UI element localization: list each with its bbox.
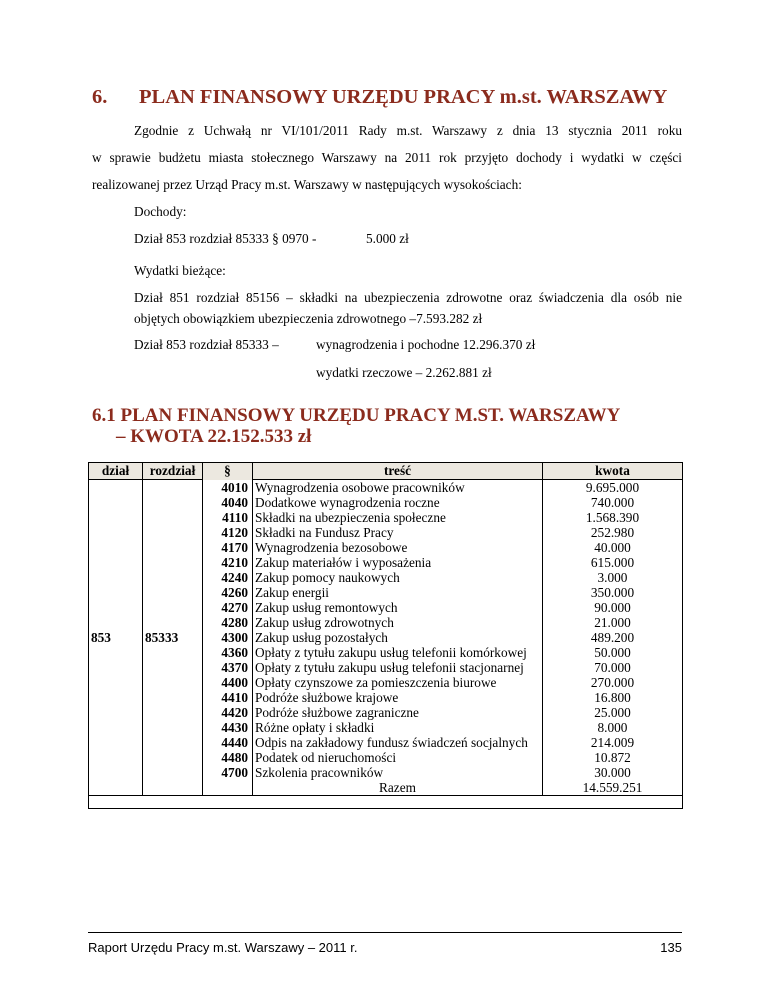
expenses-line-3-value: wynagrodzenia i pochodne 12.296.370 zł bbox=[316, 337, 536, 352]
cell-paragraf: 4410 bbox=[221, 690, 248, 705]
cell-paragraf: 4440 bbox=[221, 735, 248, 750]
cell-kwota: 10.872 bbox=[543, 750, 683, 765]
cell-tresc: Zakup energii bbox=[253, 585, 543, 600]
cell-kwota: 214.009 bbox=[543, 735, 683, 750]
section-title-line-1: 6.1 PLAN FINANSOWY URZĘDU PRACY M.ST. WARSZAWY bbox=[92, 405, 621, 426]
header-rozdzial: rozdział bbox=[143, 463, 203, 480]
cell-tresc: Odpis na zakładowy fundusz świadczeń socjalnych bbox=[253, 735, 543, 750]
cell-tresc: Różne opłaty i składki bbox=[253, 720, 543, 735]
intro-line-3: realizowanej przez Urząd Pracy m.st. Warszawy w następujących wysokościach: bbox=[92, 177, 522, 192]
cell-tresc: Szkolenia pracowników bbox=[253, 765, 543, 780]
footer-rule bbox=[88, 932, 682, 933]
cell-kwota: 740.000 bbox=[543, 495, 683, 510]
income-label: Dochody: bbox=[134, 204, 187, 219]
cell-tresc: Opłaty z tytułu zakupu usług telefonii stacjonarnej bbox=[253, 660, 543, 675]
cell-dzial: 853 bbox=[89, 480, 143, 796]
cell-kwota: 615.000 bbox=[543, 555, 683, 570]
cell-tresc: Podatek od nieruchomości bbox=[253, 750, 543, 765]
footer-text: Raport Urzędu Pracy m.st. Warszawy – 2011 r. bbox=[88, 940, 358, 955]
cell-kwota: 252.980 bbox=[543, 525, 683, 540]
cell-rozdzial: 85333 bbox=[143, 480, 203, 796]
header-dzial: dział bbox=[89, 463, 143, 480]
cell-kwota: 3.000 bbox=[543, 570, 683, 585]
cell-tresc: Zakup pomocy naukowych bbox=[253, 570, 543, 585]
table-body bbox=[89, 480, 683, 809]
header-paragraf: § bbox=[203, 463, 253, 480]
income-item-value: 5.000 zł bbox=[366, 231, 409, 246]
cell-paragraf: 4420 bbox=[221, 705, 248, 720]
cell-kwota: 50.000 bbox=[543, 645, 683, 660]
cell-paragraf: 4400 bbox=[221, 675, 248, 690]
cell-kwota: 1.568.390 bbox=[543, 510, 683, 525]
expenses-label: Wydatki bieżące: bbox=[134, 263, 226, 278]
cell-paragraf: 4270 bbox=[221, 600, 248, 615]
cell-tresc: Zakup usług pozostałych bbox=[253, 630, 543, 645]
header-tresc: treść bbox=[253, 463, 543, 480]
cell-tresc: Opłaty z tytułu zakupu usług telefonii komórkowej bbox=[253, 645, 543, 660]
cell-tresc: Zakup usług zdrowotnych bbox=[253, 615, 543, 630]
cell-paragraf: 4040 bbox=[221, 495, 248, 510]
chapter-title: PLAN FINANSOWY URZĘDU PRACY m.st. WARSZAWY bbox=[139, 86, 668, 108]
cell-kwota: 25.000 bbox=[543, 705, 683, 720]
cell-tresc: Składki na ubezpieczenia społeczne bbox=[253, 510, 543, 525]
chapter-number: 6. bbox=[92, 86, 108, 108]
intro-line-1: Zgodnie z Uchwałą nr VI/101/2011 Rady m.st. Warszawy z dnia 13 stycznia 2011 roku bbox=[134, 123, 682, 138]
cell-paragraf: 4430 bbox=[221, 720, 248, 735]
empty-cell bbox=[89, 796, 683, 809]
table-header-row bbox=[89, 463, 683, 480]
cell-kwota: 16.800 bbox=[543, 690, 683, 705]
cell-tresc: Podróże służbowe krajowe bbox=[253, 690, 543, 705]
cell-kwota: 8.000 bbox=[543, 720, 683, 735]
table-row bbox=[89, 480, 683, 496]
cell-kwota: 40.000 bbox=[543, 540, 683, 555]
section-title-line-2: – KWOTA 22.152.533 zł bbox=[116, 426, 312, 447]
income-item-label: Dział 853 rozdział 85333 § 0970 - bbox=[134, 231, 317, 246]
cell-kwota: 489.200 bbox=[543, 630, 683, 645]
header-kwota: kwota bbox=[543, 463, 683, 480]
cell-kwota: 270.000 bbox=[543, 675, 683, 690]
cell-paragraf: 4370 bbox=[221, 660, 248, 675]
cell-paragraf-empty bbox=[203, 780, 253, 796]
cell-paragraf: 4280 bbox=[221, 615, 248, 630]
expenses-line-1: Dział 851 rozdział 85156 – składki na ubezpieczenia zdrowotne oraz świadczenia dla osób nie bbox=[134, 290, 682, 305]
cell-paragraf: 4170 bbox=[221, 540, 248, 555]
cell-kwota: 70.000 bbox=[543, 660, 683, 675]
page-number: 135 bbox=[660, 940, 682, 955]
total-amount: 14.559.251 bbox=[543, 780, 683, 796]
table-empty-row bbox=[89, 796, 683, 809]
cell-paragraf: 4210 bbox=[221, 555, 248, 570]
cell-paragraf: 4260 bbox=[221, 585, 248, 600]
total-label: Razem bbox=[253, 780, 543, 796]
cell-paragraf: 4010 bbox=[221, 479, 248, 495]
financial-plan-table bbox=[88, 462, 683, 809]
cell-kwota: 350.000 bbox=[543, 585, 683, 600]
cell-tresc: Składki na Fundusz Pracy bbox=[253, 525, 543, 540]
cell-tresc: Podróże służbowe zagraniczne bbox=[253, 705, 543, 720]
cell-kwota: 90.000 bbox=[543, 600, 683, 615]
cell-paragraf: 4240 bbox=[221, 570, 248, 585]
expenses-line-4-value: wydatki rzeczowe – 2.262.881 zł bbox=[316, 365, 492, 380]
cell-paragraf: 4110 bbox=[222, 510, 248, 525]
cell-kwota: 30.000 bbox=[543, 765, 683, 780]
cell-kwota: 9.695.000 bbox=[543, 480, 683, 496]
cell-tresc: Dodatkowe wynagrodzenia roczne bbox=[253, 495, 543, 510]
cell-tresc: Opłaty czynszowe za pomieszczenia biurowe bbox=[253, 675, 543, 690]
cell-paragraf: 4120 bbox=[221, 525, 248, 540]
cell-tresc: Zakup usług remontowych bbox=[253, 600, 543, 615]
cell-tresc: Zakup materiałów i wyposażenia bbox=[253, 555, 543, 570]
cell-kwota: 21.000 bbox=[543, 615, 683, 630]
cell-tresc: Wynagrodzenia osobowe pracowników bbox=[253, 480, 543, 496]
expenses-line-2: objętych obowiązkiem ubezpieczenia zdrowotnego –7.593.282 zł bbox=[134, 311, 483, 326]
cell-tresc: Wynagrodzenia bezosobowe bbox=[253, 540, 543, 555]
intro-line-2: w sprawie budżetu miasta stołecznego Warszawy na 2011 rok przyjęto dochody i wydatki w części bbox=[92, 150, 682, 165]
expenses-line-3-label: Dział 853 rozdział 85333 – bbox=[134, 337, 279, 352]
cell-paragraf: 4700 bbox=[221, 765, 248, 780]
cell-paragraf: 4300 bbox=[221, 630, 248, 645]
cell-paragraf: 4480 bbox=[221, 750, 248, 765]
cell-paragraf: 4360 bbox=[221, 645, 248, 660]
